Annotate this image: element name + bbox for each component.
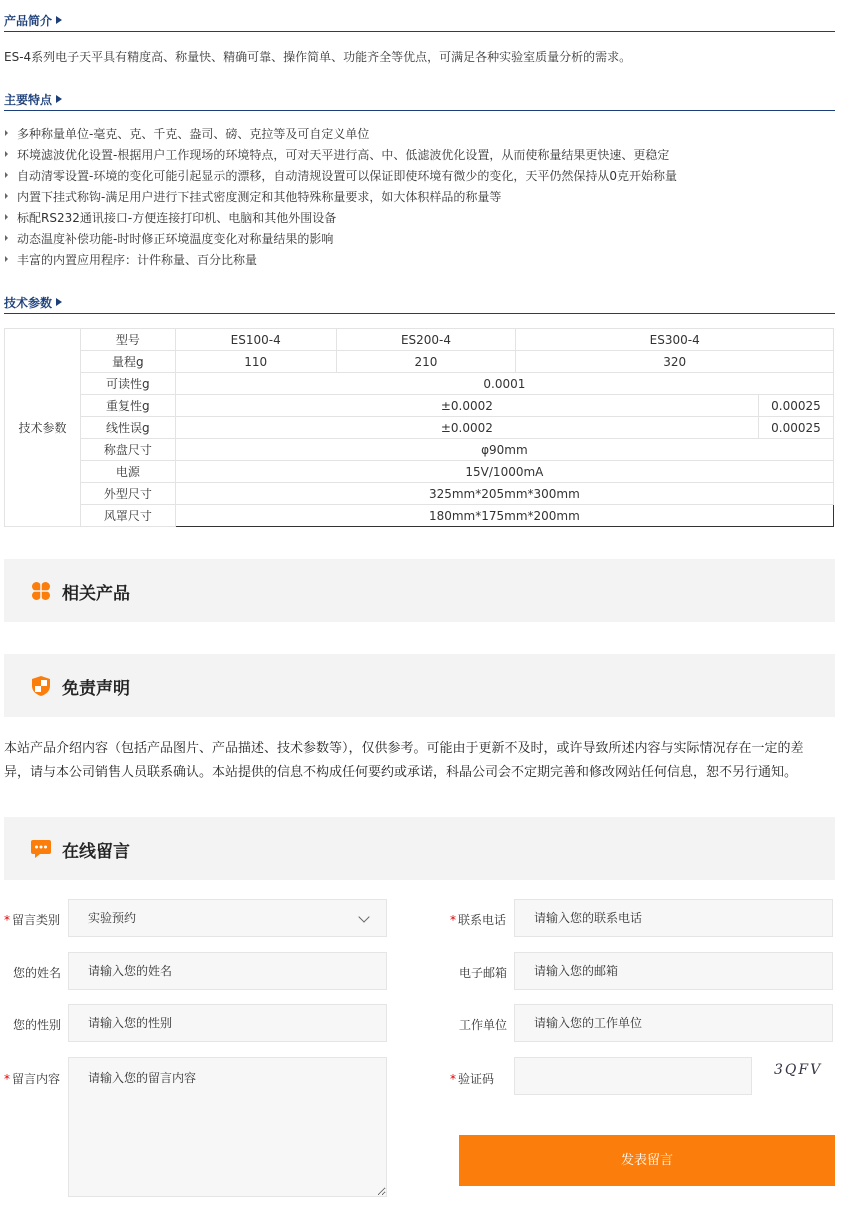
table-row	[5, 483, 834, 505]
row-label: 称盘尺寸	[80, 439, 175, 461]
table-cell: 180mm*175mm*200mm	[175, 505, 833, 527]
company-input[interactable]	[514, 1004, 833, 1042]
list-item: 丰富的内置应用程序：计件称量、百分比称量	[4, 250, 677, 271]
triangle-right-icon	[56, 298, 62, 306]
phone-input[interactable]	[514, 899, 833, 937]
gender-input[interactable]	[68, 1004, 387, 1042]
intro-section-header	[4, 10, 835, 32]
table-cell: 325mm*205mm*300mm	[175, 483, 833, 505]
spec-table	[4, 328, 834, 527]
disclaimer-header	[4, 654, 835, 717]
row-label: 风罩尺寸	[80, 505, 175, 527]
bullet-icon	[5, 130, 8, 136]
triangle-right-icon	[56, 16, 62, 24]
triangle-right-icon	[56, 95, 62, 103]
bullet-icon	[5, 151, 8, 157]
table-row	[5, 373, 834, 395]
table-cell: 0.00025	[758, 395, 833, 417]
category-label: * 留言类别	[4, 913, 61, 927]
table-cell: ±0.0002	[175, 395, 758, 417]
bullet-icon	[5, 256, 8, 262]
message-header	[4, 817, 835, 880]
table-row	[5, 505, 834, 527]
table-row	[5, 395, 834, 417]
feature-list	[4, 124, 677, 271]
captcha-image[interactable]: 3QFV	[774, 1062, 823, 1078]
phone-label: * 联系电话	[450, 913, 507, 927]
row-label: 重复性g	[80, 395, 175, 417]
specs-section-header	[4, 292, 835, 314]
list-item: 动态温度补偿功能-时时修正环境温度变化对称量结果的影响	[4, 229, 677, 250]
category-selected-value: 实验预约	[88, 911, 137, 925]
chevron-down-icon	[358, 911, 369, 922]
features-section-header	[4, 89, 835, 111]
bullet-icon	[5, 214, 8, 220]
bullet-icon	[5, 193, 8, 199]
table-row	[5, 461, 834, 483]
company-label: 工作单位	[459, 1018, 508, 1032]
table-cell: 110	[175, 351, 336, 373]
bullet-icon	[5, 235, 8, 241]
row-label: 线性误g	[80, 417, 175, 439]
list-item: 标配RS232通讯接口-方便连接打印机、电脑和其他外围设备	[4, 208, 677, 229]
bullet-icon	[5, 172, 8, 178]
table-cell: ES300-4	[516, 329, 834, 351]
gender-label: 您的性别	[13, 1018, 62, 1032]
name-input[interactable]	[68, 952, 387, 990]
table-row	[5, 329, 834, 351]
chat-bubble-icon	[30, 838, 52, 860]
submit-button[interactable]: 发表留言	[459, 1135, 835, 1186]
table-cell: ES200-4	[336, 329, 516, 351]
table-cell: 210	[336, 351, 516, 373]
message-title: 在线留言	[62, 842, 130, 862]
shield-icon	[30, 675, 52, 697]
content-label: * 留言内容	[4, 1072, 61, 1086]
captcha-label: * 验证码	[450, 1072, 495, 1086]
list-item: 多种称量单位-毫克、克、千克、盎司、磅、克拉等及可自定义单位	[4, 124, 677, 145]
table-cell: 0.00025	[758, 417, 833, 439]
row-label: 型号	[80, 329, 175, 351]
name-label: 您的姓名	[13, 966, 62, 980]
related-products-header	[4, 559, 835, 622]
specs-section-title: 技术参数	[4, 296, 53, 310]
table-row	[5, 439, 834, 461]
intro-section-title: 产品简介	[4, 14, 53, 28]
table-cell: 15V/1000mA	[175, 461, 833, 483]
list-item: 内置下挂式称钩-满足用户进行下挂式密度测定和其他特殊称量要求，如大体积样品的称量等	[4, 187, 677, 208]
features-section-title: 主要特点	[4, 93, 53, 107]
table-cell: ±0.0002	[175, 417, 758, 439]
row-label: 量程g	[80, 351, 175, 373]
spec-group-label: 技术参数	[5, 329, 81, 527]
table-row	[5, 417, 834, 439]
content-textarea[interactable]	[68, 1057, 387, 1197]
table-cell: ES100-4	[175, 329, 336, 351]
related-products-title: 相关产品	[62, 584, 130, 604]
row-label: 可读性g	[80, 373, 175, 395]
clover-icon	[30, 580, 52, 602]
category-select[interactable]	[68, 899, 387, 937]
row-label: 外型尺寸	[80, 483, 175, 505]
email-label: 电子邮箱	[459, 966, 508, 980]
email-input[interactable]	[514, 952, 833, 990]
list-item: 自动清零设置-环境的变化可能引起显示的漂移，自动清规设置可以保证即使环境有微少的变化，天平仍然保持从0克开始称量	[4, 166, 677, 187]
table-cell: φ90mm	[175, 439, 833, 461]
disclaimer-title: 免责声明	[62, 679, 130, 699]
intro-text: ES-4系列电子天平具有精度高、称量快、精确可靠、操作简单、功能齐全等优点，可满足各种实验室质量分析的需求。	[4, 50, 632, 64]
row-label: 电源	[80, 461, 175, 483]
captcha-input[interactable]	[514, 1057, 752, 1095]
table-cell: 320	[516, 351, 834, 373]
table-row	[5, 351, 834, 373]
table-cell: 0.0001	[175, 373, 833, 395]
disclaimer-text: 本站产品介绍内容（包括产品图片、产品描述、技术参数等），仅供参考。可能由于更新不及时，或许导致所述内容与实际情况存在一定的差异，请与本公司销售人员联系确认。本站提供的信息不构成任何要约或承诺，科晶公司会不定期完善和修改网站任何信息，恕不另行通知。	[4, 741, 804, 780]
list-item: 环境滤波优化设置-根据用户工作现场的环境特点，可对天平进行高、中、低滤波优化设置，从而使称量结果更快速、更稳定	[4, 145, 677, 166]
